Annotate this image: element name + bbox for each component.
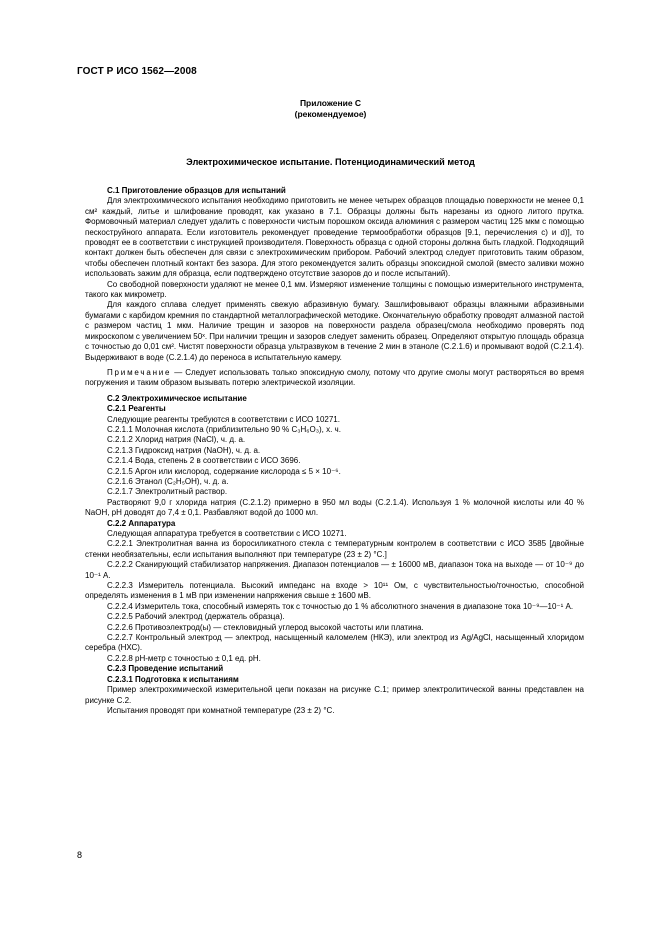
paragraph: С.2.2.8 pH-метр с точностью ± 0,1 ед. pH. xyxy=(107,653,261,663)
section-heading: С.2.1 Реагенты xyxy=(107,404,166,414)
paragraph: Растворяют 9,0 г хлорида натрия (С.2.1.2) примерно в 950 мл воды (С.2.1.4). Используя 1 % молочной кислоты или 40 % NaOH, pH доводят до 7,4 ± 0,1. Разбавляют водой до 1000 мл. xyxy=(85,497,584,518)
paragraph: С.2.1.5 Аргон или кислород, содержание кислорода ≤ 5 × 10⁻⁶. xyxy=(107,466,341,476)
paragraph: С.2.1.6 Этанол (C₂H₅OH), ч. д. а. xyxy=(107,476,229,486)
paragraph: С.2.2.5 Рабочий электрод (держатель образца). xyxy=(107,612,285,622)
appendix-status: (рекомендуемое) xyxy=(294,109,367,119)
paragraph: Следующая аппаратура требуется в соответствии с ИСО 10271. xyxy=(107,529,347,538)
appendix-title: Электрохимическое испытание. Потенциодинамический метод xyxy=(186,157,475,167)
paragraph: Пример электрохимической измерительной цепи показан на рисунке С.1; пример электролитической ванны представлен на рисунке С.2. xyxy=(85,685,584,705)
paragraph: С.2.1.2 Хлорид натрия (NaCl), ч. д. а. xyxy=(107,435,246,445)
document-body xyxy=(85,186,584,716)
section-heading: С.2.3.1 Подготовка к испытаниям xyxy=(107,674,239,684)
paragraph: С.2.1.7 Электролитный раствор. xyxy=(107,487,228,497)
appendix-label: Приложение С xyxy=(299,98,362,108)
paragraph: С.2.2.7 Контрольный электрод — электрод, насыщенный каломелем (НКЭ), или электрод из Ag/AgCl, насыщенный хлоридом серебра (НХС). xyxy=(85,633,584,653)
paragraph: С.2.2.1 Электролитная ванна из боросиликатного стекла с температурным контролем в соответствии с ИСО 3585 [двойные стенки необязательны, если испытания выполняют при температуре (23 ± 2) °С.] xyxy=(85,539,584,559)
note-label: Примечание xyxy=(107,367,172,377)
page-number: 8 xyxy=(77,850,83,860)
paragraph: Для каждого сплава следует применять свежую абразивную бумагу. Зашлифовывают образцы влажными абразивными бумагами с карбидом кремния по стандартной металлографической методике. Окончательную обработку проводят алмазной пастой с размером частиц 1 мкм. Наличие трещин и зазоров на поверхности раздела образец/смола необходимо проверять под микроскопом с увеличением 50ˣ. При наличии трещин и зазоров следует заменить образец. Определяют открытую площадь образца с точностью до 0,01 см². Чистят поверхности образца ультразвуком в течение 2 мин в этаноле (С.2.1.6) и промывают водой (С.2.1.4). Выдерживают в воде (С.2.1.4) до переноса в испытательную камеру. xyxy=(85,300,584,362)
paragraph: Следующие реагенты требуются в соответствии с ИСО 10271. xyxy=(107,414,340,424)
section-heading: С.2.3 Проведение испытаний xyxy=(107,664,224,674)
paragraph: С.2.1.3 Гидроксид натрия (NaOH), ч. д. а. xyxy=(107,445,261,455)
paragraph: С.2.2.6 Противоэлектрод(ы) — стекловидный углерод высокой частоты или платина. xyxy=(107,622,424,632)
section-heading: С.2 Электрохимическое испытание xyxy=(107,393,247,403)
standard-header: ГОСТ Р ИСО 1562—2008 xyxy=(77,66,197,77)
paragraph: Со свободной поверхности удаляют не менее 0,1 мм. Измеряют изменение толщины с помощью измерительного инструмента, такого как микрометр. xyxy=(85,279,584,300)
paragraph: С.2.2.3 Измеритель потенциала. Высокий импеданс на входе > 10¹¹ Ом, с чувствительностью/точностью, способной определять изменения в 1 мВ при изменении напряжения свыше ± 1600 мВ. xyxy=(85,581,584,601)
paragraph: С.2.1.4 Вода, степень 2 в соответствии с ИСО 3696. xyxy=(107,456,301,466)
paragraph: Для электрохимического испытания необходимо приготовить не менее четырех образцов площадью поверхности не менее 0,1 см² каждый, литье и шлифование проводят, как указано в 7.1. Образцы должны быть нарезаны из одного литого прутка. Формовочный материал следует удалить с поверхности чистым порошком оксида алюминия с размером частиц 125 мкм с помощью пескоструйного аппарата. Если изготовитель рекомендует проведение термообработки образцов [9.1, перечисления с) и d)], то проводят ее в соответствии с инструкцией производителя. Поверхность образца с одной стороны должна быть гладкой. Подходящий контакт должен быть обеспечен для связи с электрохимическим прибором. Рабочий электрод следует приготовить таким образом, чтобы обеспечен плотный контакт без зазора. Для этого рекомендуется залить образцы эпоксидной смолой (вместо заливки можно использовать зажим для образца, если подтверждено отсутствие зазоров до и после испытаний). xyxy=(85,196,584,279)
paragraph: Испытания проводят при комнатной температуре (23 ± 2) °С. xyxy=(107,705,335,715)
section-heading: С.1 Приготовление образцов для испытаний xyxy=(107,186,286,195)
paragraph: С.2.2.2 Сканирующий стабилизатор напряжения. Диапазон потенциалов — ± 16000 мВ, диапазон тока на выходе — от 10⁻⁹ до 10⁻¹ А. xyxy=(85,560,584,580)
section-heading: С.2.2 Аппаратура xyxy=(107,518,176,528)
paragraph: С.2.1.1 Молочная кислота (приблизительно 90 % C₃H₆O₃), х. ч. xyxy=(107,424,341,434)
note-paragraph xyxy=(85,368,584,389)
note-text: — Следует использовать только эпоксидную смолу, потому что другие смолы могут растворяться во время погружения и таким образом вызывать потерю электрической изоляции. xyxy=(85,367,584,388)
paragraph: С.2.2.4 Измеритель тока, способный измерять ток с точностью до 1 % абсолютного значения в диапазоне тока 10⁻⁹—10⁻¹ А. xyxy=(107,601,574,611)
